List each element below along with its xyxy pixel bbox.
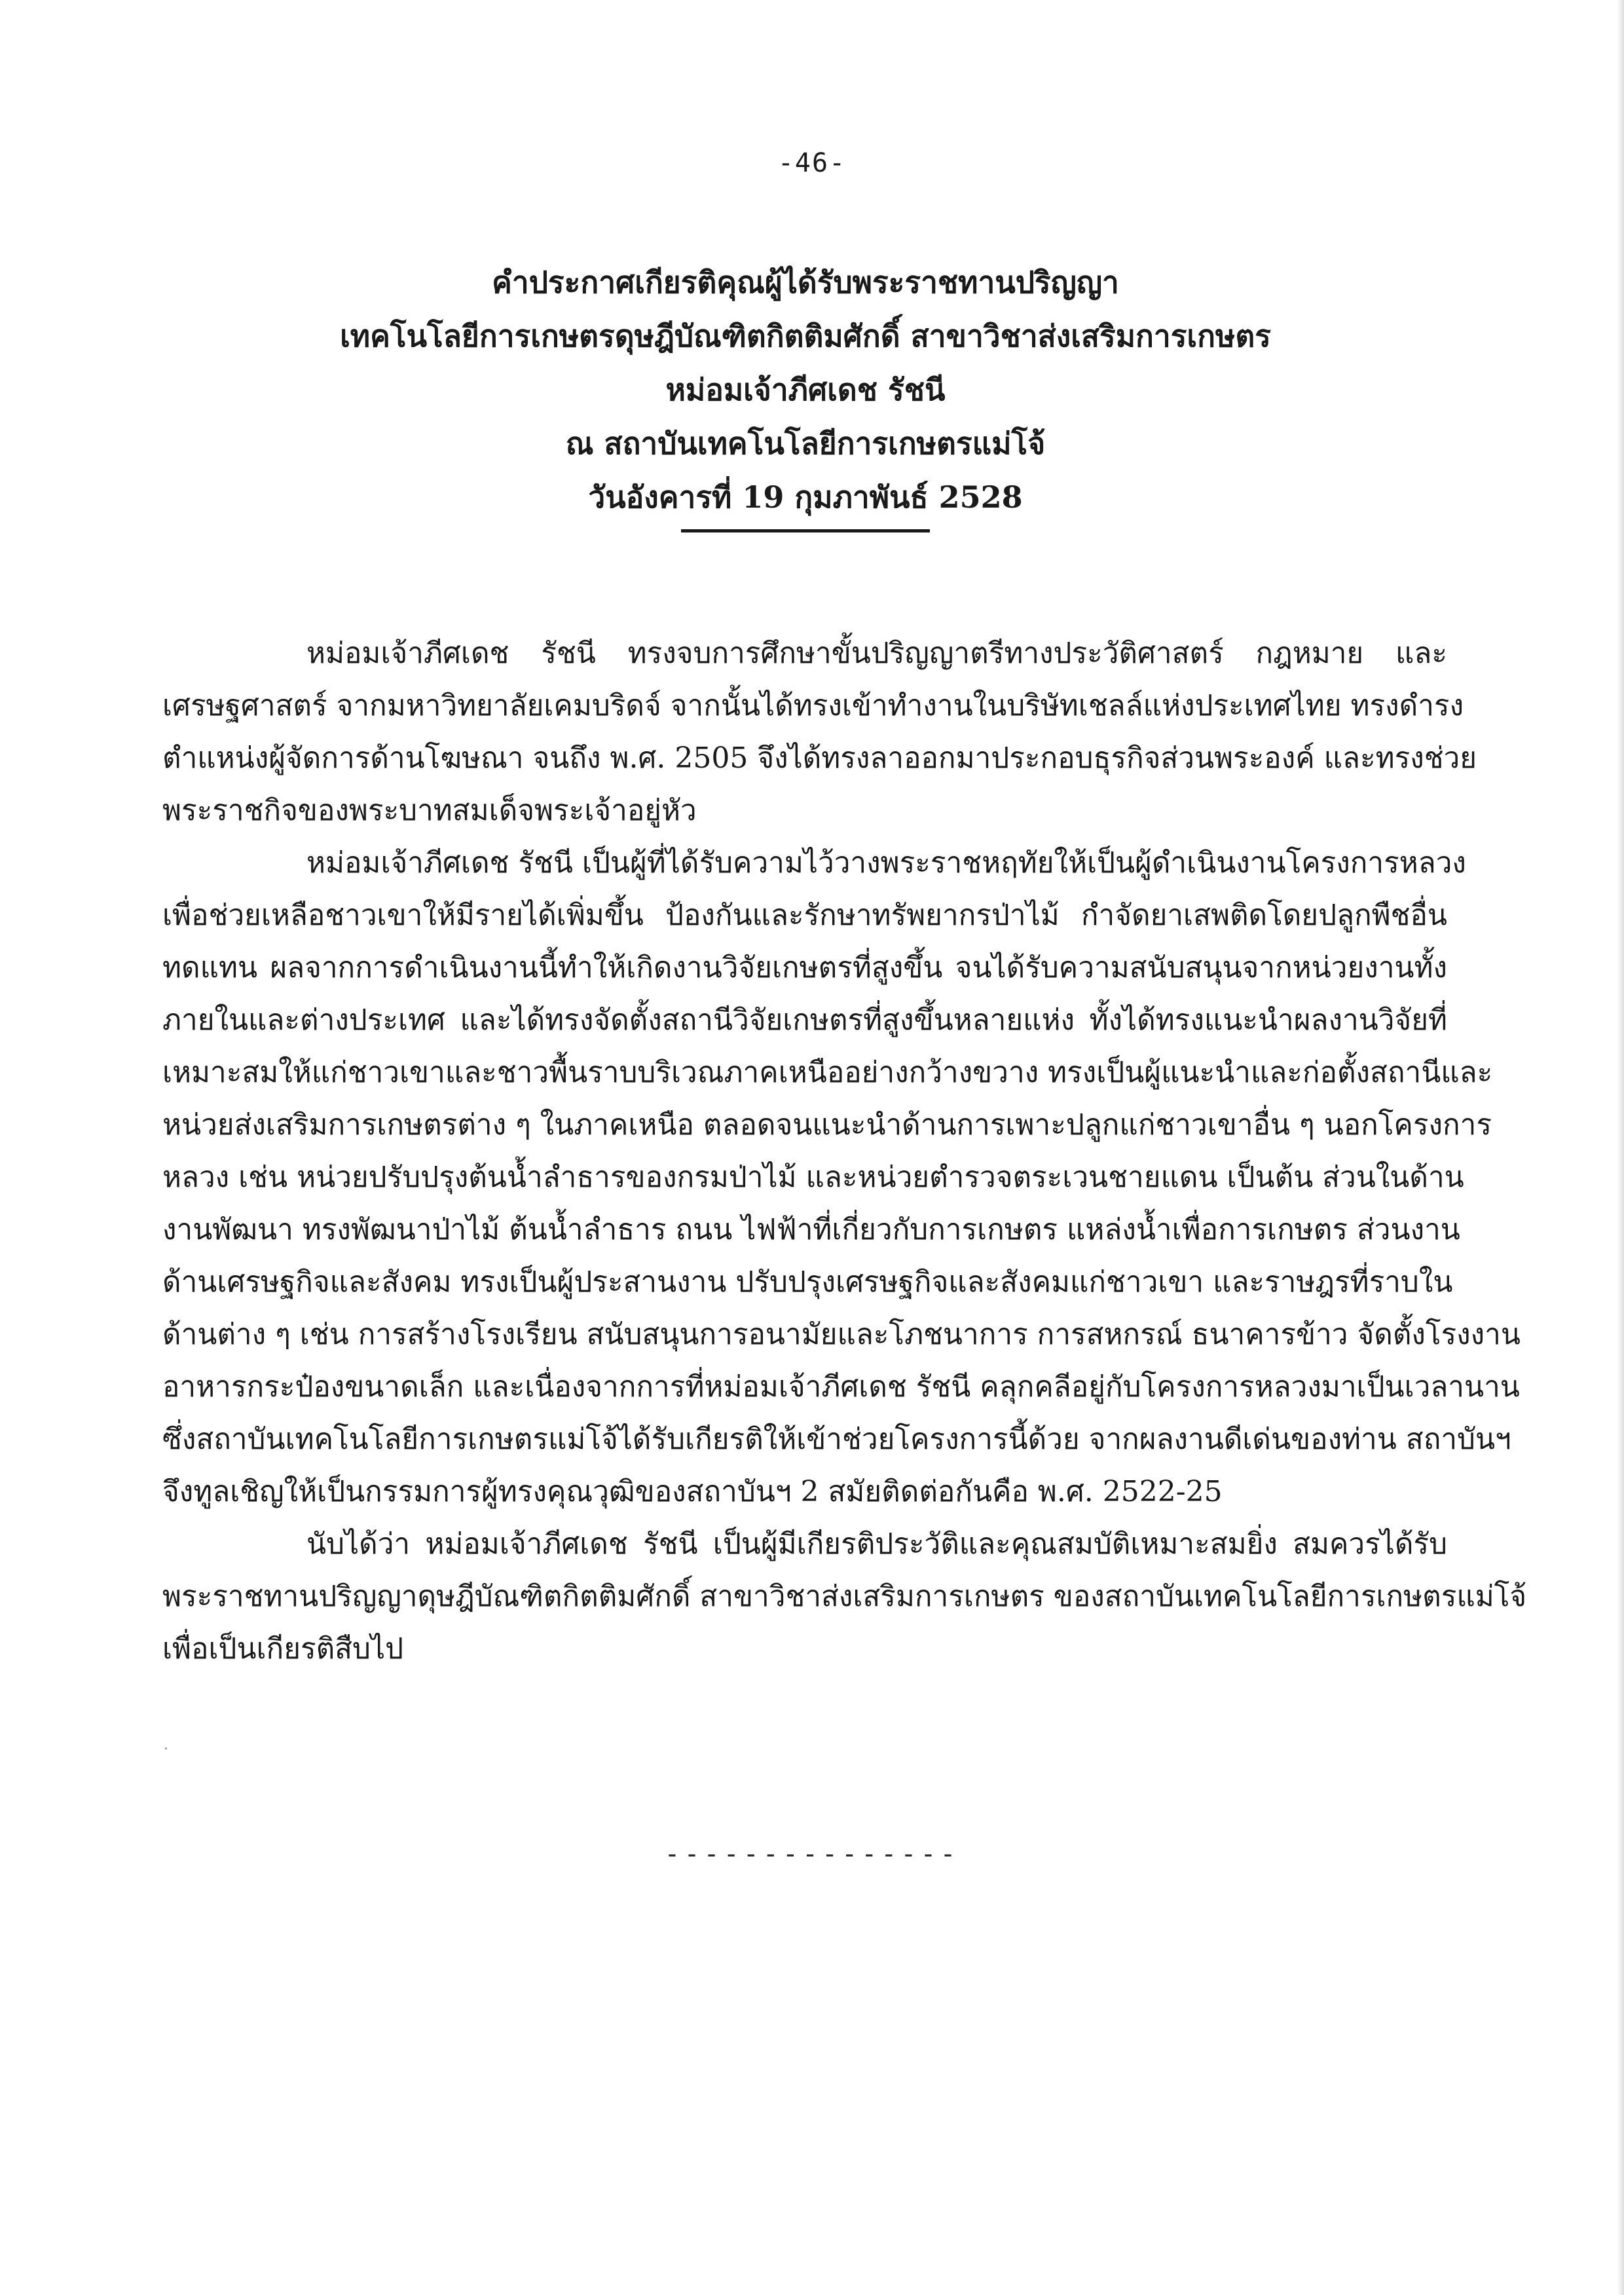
paragraph-2-line-1: หม่อมเจ้าภีศเดช รัชนี เป็นผู้ที่ได้รับความไว้วางพระราชหฤทัยให้เป็นผู้ดำเนินงานโครงการหลวง	[306, 846, 1466, 880]
paragraph-2-line-6: หน่วยส่งเสริมการเกษตรต่าง ๆ ในภาคเหนือ ตลอดจนแนะนำด้านการเพาะปลูกแก่ชาวเขาอื่น ๆ นอกโครงการ	[162, 1108, 1492, 1142]
paragraph-2-line-3: ทดแทน ผลจากการดำเนินงานนี้ทำให้เกิดงานวิจัยเกษตรที่สูงขึ้น จนได้รับความสนับสนุนจากหน่วยงานทั้ง	[162, 951, 1447, 984]
paragraph-2-line-10: ด้านต่าง ๆ เช่น การสร้างโรงเรียน สนับสนุนการอนามัยและโภชนาการ การสหกรณ์ ธนาคารข้าว จัดตั้งโรงงาน	[162, 1318, 1521, 1351]
title-line-2: เทคโนโลยีการเกษตรดุษฎีบัณฑิตกิตติมศักดิ์ สาขาวิชาส่งเสริมการเกษตร	[340, 318, 1271, 354]
paragraph-3-line-2: พระราชทานปริญญาดุษฎีบัณฑิตกิตติมศักดิ์ สาขาวิชาส่งเสริมการเกษตร ของสถาบันเทคโนโลยีการเกษตรแม่โจ้	[162, 1580, 1527, 1613]
paragraph-2-line-2: เพื่อช่วยเหลือชาวเขาให้มีรายได้เพิ่มขึ้น ป้องกันและรักษาทรัพยากรป่าไม้ กำจัดยาเสพติดโดยปลูกพืชอื่น	[162, 899, 1447, 932]
title-line-4: ณ สถาบันเทคโนโลยีการเกษตรแม่โจ้	[565, 426, 1046, 461]
paragraph-2-line-7: หลวง เช่น หน่วยปรับปรุงต้นน้ำลำธารของกรมป่าไม้ และหน่วยตำรวจตระเวนชายแดน เป็นต้น ส่วนในด้าน	[162, 1161, 1464, 1194]
paragraph-2-line-12: ซึ่งสถาบันเทคโนโลยีการเกษตรแม่โจ้ได้รับเกียรติให้เข้าช่วยโครงการนี้ด้วย จากผลงานดีเด่นของท่าน สถาบันฯ	[162, 1423, 1511, 1456]
paragraph-2-line-11: อาหารกระป๋องขนาดเล็ก และเนื่องจากการที่หม่อมเจ้าภีศเดช รัชนี คลุกคลีอยู่กับโครงการหลวงมาเป็นเวลานาน	[162, 1370, 1520, 1404]
paragraph-2-line-8: งานพัฒนา ทรงพัฒนาป่าไม้ ต้นน้ำลำธาร ถนน ไฟฟ้าที่เกี่ยวกับการเกษตร แหล่งน้ำเพื่อการเกษตร ส่วนงาน	[162, 1213, 1460, 1246]
paragraph-1-line-2: เศรษฐศาสตร์ จากมหาวิทยาลัยเคมบริดจ์ จากนั้นได้ทรงเข้าทำงานในบริษัทเชลล์แห่งประเทศไทย ทรงดำรง	[162, 689, 1464, 722]
paragraph-2-line-5: เหมาะสมให้แก่ชาวเขาและชาวพื้นราบบริเวณภาคเหนืออย่างกว้างขวาง ทรงเป็นผู้แนะนำและก่อตั้งสถานีและ	[162, 1056, 1493, 1089]
title-line-5: วันอังคารที่ 19 กุมภาพันธ์ 2528	[588, 479, 1023, 515]
title-line-3: หม่อมเจ้าภีศเดช รัชนี	[665, 372, 946, 407]
body-text	[162, 627, 1527, 1675]
page-number: -46-	[777, 148, 847, 178]
title-underline-rule	[681, 529, 930, 532]
paragraph-1-line-1: หม่อมเจ้าภีศเดช รัชนี ทรงจบการศึกษาขั้นปริญญาตรีทางประวัติศาสตร์ กฎหมาย และ	[306, 637, 1447, 670]
title-block	[249, 255, 1362, 532]
closing-dashes: ---------------	[664, 1839, 960, 1869]
paragraph-2-line-9: ด้านเศรษฐกิจและสังคม ทรงเป็นผู้ประสานงาน ปรับปรุงเศรษฐกิจและสังคมแก่ชาวเขา และราษฎรที่ราบใน	[162, 1265, 1453, 1299]
scan-speck	[165, 1747, 167, 1749]
paragraph-2-line-13: จึงทูลเชิญให้เป็นกรรมการผู้ทรงคุณวุฒิของสถาบันฯ 2 สมัยติดต่อกันคือ พ.ศ. 2522-25	[162, 1475, 1223, 1508]
paragraph-3-line-1: นับได้ว่า หม่อมเจ้าภีศเดช รัชนี เป็นผู้มีเกียรติประวัติและคุณสมบัติเหมาะสมยิ่ง สมควรได้รับ	[306, 1527, 1447, 1561]
paragraph-1-line-3: ตำแหน่งผู้จัดการด้านโฆษณา จนถึง พ.ศ. 2505 จึงได้ทรงลาออกมาประกอบธุรกิจส่วนพระองค์ และทรงช่วย	[162, 741, 1477, 775]
paragraph-3-line-3: เพื่อเป็นเกียรติสืบไป	[162, 1632, 404, 1666]
paragraph-1-line-4: พระราชกิจของพระบาทสมเด็จพระเจ้าอยู่หัว	[162, 794, 697, 827]
paragraph-2-line-4: ภายในและต่างประเทศ และได้ทรงจัดตั้งสถานีวิจัยเกษตรที่สูงขึ้นหลายแห่ง ทั้งได้ทรงแนะนำผลงานวิจัยที่	[162, 1003, 1447, 1037]
page-edge-shadow	[1617, 0, 1624, 2295]
title-line-1: คำประกาศเกียรติคุณผู้ได้รับพระราชทานปริญญา	[492, 265, 1119, 300]
